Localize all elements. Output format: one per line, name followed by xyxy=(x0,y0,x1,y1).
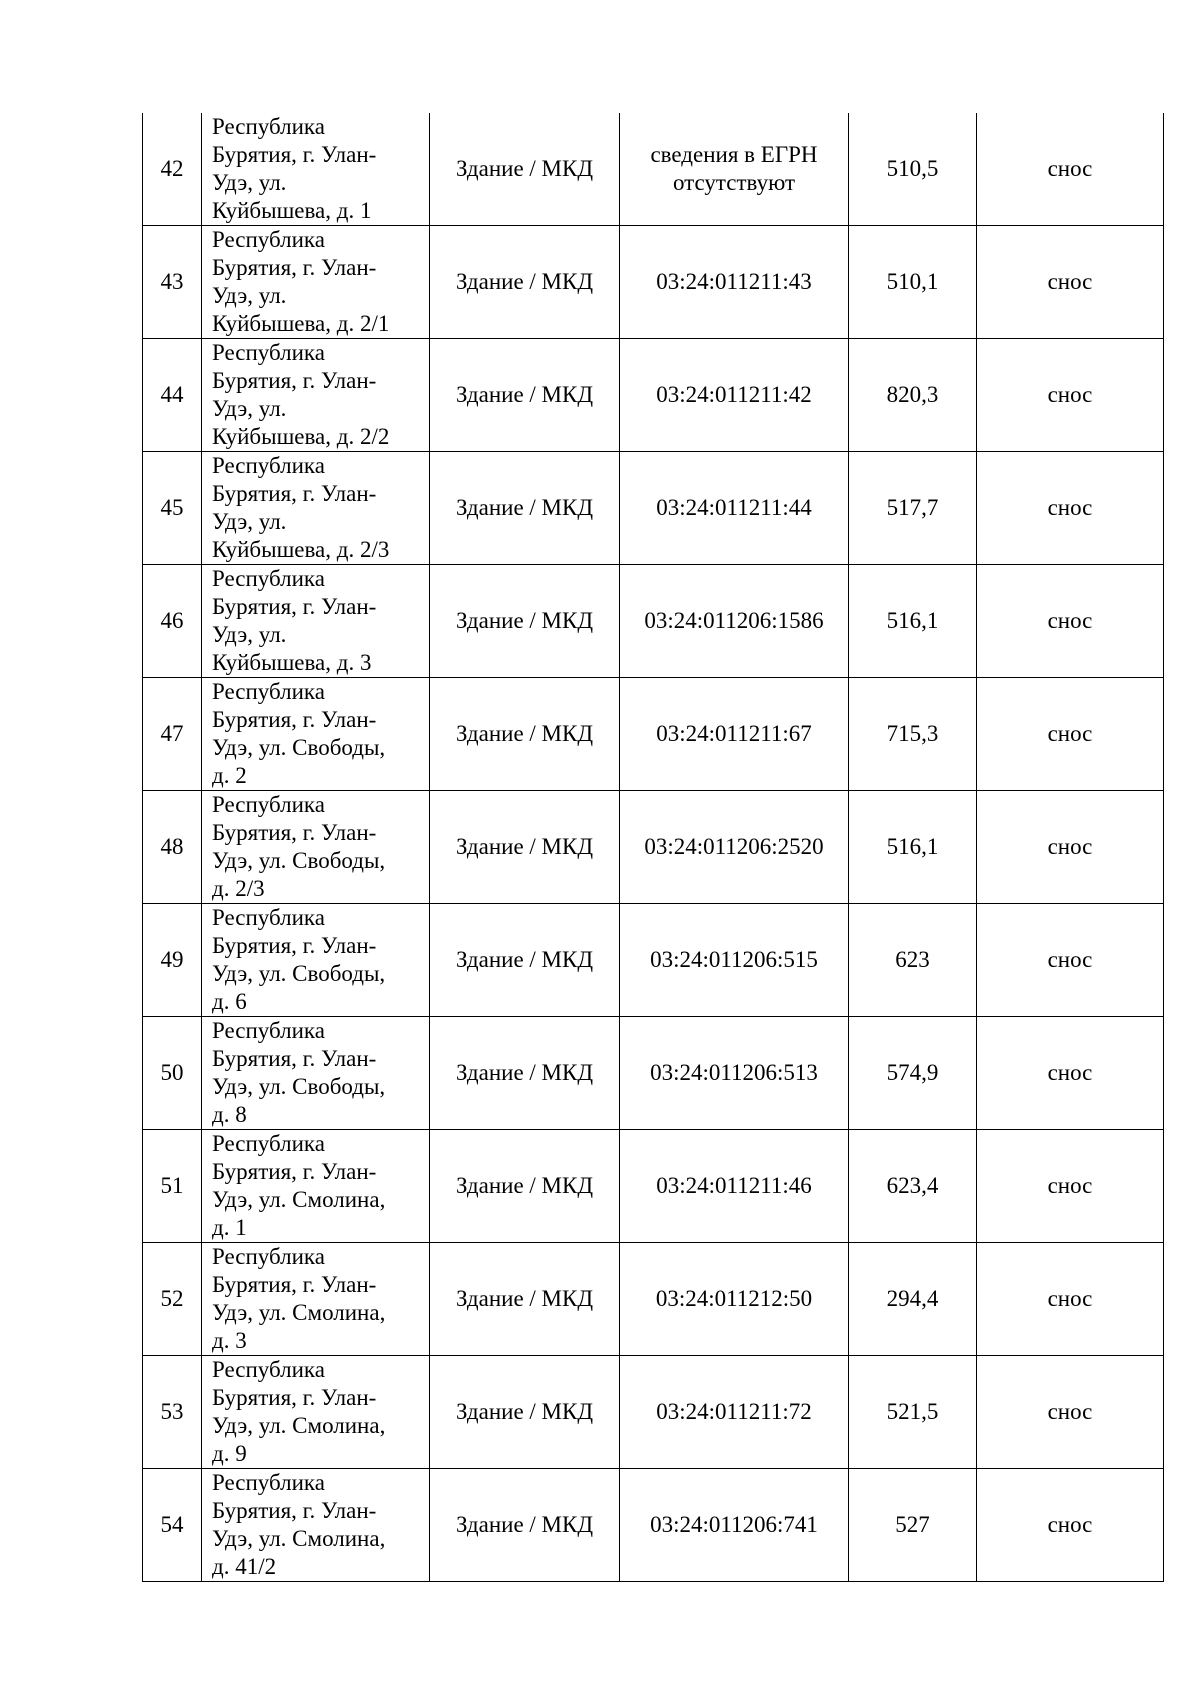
row-number-cell: 47 xyxy=(143,678,202,791)
address-cell: Республика Бурятия, г. Улан- Удэ, ул. Куйбышева, д. 2/2 xyxy=(202,339,430,452)
object-type-cell: Здание / МКД xyxy=(430,565,620,678)
area-cell: 516,1 xyxy=(849,565,977,678)
object-type-cell: Здание / МКД xyxy=(430,452,620,565)
address-cell: Республика Бурятия, г. Улан- Удэ, ул. Свободы, д. 8 xyxy=(202,1017,430,1130)
address-cell: Республика Бурятия, г. Улан- Удэ, ул. Свободы, д. 6 xyxy=(202,904,430,1017)
action-cell: снос xyxy=(977,904,1164,1017)
row-number-cell: 54 xyxy=(143,1469,202,1582)
row-number-cell: 42 xyxy=(143,113,202,226)
address-cell: Республика Бурятия, г. Улан- Удэ, ул. Куйбышева, д. 3 xyxy=(202,565,430,678)
action-cell: снос xyxy=(977,1243,1164,1356)
table-row xyxy=(143,904,1164,1017)
address-cell: Республика Бурятия, г. Улан- Удэ, ул. Смолина, д. 9 xyxy=(202,1356,430,1469)
table-row xyxy=(143,226,1164,339)
cadastral-number-cell: 03:24:011211:72 xyxy=(620,1356,849,1469)
area-cell: 527 xyxy=(849,1469,977,1582)
cadastral-number-cell: 03:24:011211:46 xyxy=(620,1130,849,1243)
row-number-cell: 52 xyxy=(143,1243,202,1356)
table-row xyxy=(143,1356,1164,1469)
area-cell: 623,4 xyxy=(849,1130,977,1243)
table-row xyxy=(143,1243,1164,1356)
object-type-cell: Здание / МКД xyxy=(430,1356,620,1469)
address-cell: Республика Бурятия, г. Улан- Удэ, ул. Смолина, д. 3 xyxy=(202,1243,430,1356)
object-type-cell: Здание / МКД xyxy=(430,1469,620,1582)
address-cell: Республика Бурятия, г. Улан- Удэ, ул. Куйбышева, д. 1 xyxy=(202,113,430,226)
cadastral-number-cell: 03:24:011211:43 xyxy=(620,226,849,339)
table-row xyxy=(143,339,1164,452)
row-number-cell: 53 xyxy=(143,1356,202,1469)
row-number-cell: 45 xyxy=(143,452,202,565)
table-row xyxy=(143,1469,1164,1582)
cadastral-number-cell: 03:24:011211:42 xyxy=(620,339,849,452)
table-row xyxy=(143,452,1164,565)
property-table xyxy=(142,113,1164,1582)
object-type-cell: Здание / МКД xyxy=(430,791,620,904)
action-cell: снос xyxy=(977,791,1164,904)
area-cell: 294,4 xyxy=(849,1243,977,1356)
area-cell: 517,7 xyxy=(849,452,977,565)
action-cell: снос xyxy=(977,452,1164,565)
object-type-cell: Здание / МКД xyxy=(430,1130,620,1243)
address-cell: Республика Бурятия, г. Улан- Удэ, ул. Смолина, д. 41/2 xyxy=(202,1469,430,1582)
object-type-cell: Здание / МКД xyxy=(430,1017,620,1130)
object-type-cell: Здание / МКД xyxy=(430,339,620,452)
cadastral-number-cell: 03:24:011211:44 xyxy=(620,452,849,565)
object-type-cell: Здание / МКД xyxy=(430,678,620,791)
row-number-cell: 50 xyxy=(143,1017,202,1130)
action-cell: снос xyxy=(977,1130,1164,1243)
action-cell: снос xyxy=(977,1469,1164,1582)
table-row xyxy=(143,1130,1164,1243)
table-row xyxy=(143,565,1164,678)
table-row xyxy=(143,1017,1164,1130)
object-type-cell: Здание / МКД xyxy=(430,1243,620,1356)
address-cell: Республика Бурятия, г. Улан- Удэ, ул. Куйбышева, д. 2/1 xyxy=(202,226,430,339)
action-cell: снос xyxy=(977,1017,1164,1130)
table-row xyxy=(143,791,1164,904)
row-number-cell: 43 xyxy=(143,226,202,339)
cadastral-number-cell: 03:24:011206:513 xyxy=(620,1017,849,1130)
area-cell: 510,5 xyxy=(849,113,977,226)
row-number-cell: 44 xyxy=(143,339,202,452)
row-number-cell: 46 xyxy=(143,565,202,678)
address-cell: Республика Бурятия, г. Улан- Удэ, ул. Свободы, д. 2/3 xyxy=(202,791,430,904)
cadastral-number-cell: 03:24:011212:50 xyxy=(620,1243,849,1356)
row-number-cell: 51 xyxy=(143,1130,202,1243)
row-number-cell: 48 xyxy=(143,791,202,904)
table-body xyxy=(143,113,1164,1582)
action-cell: снос xyxy=(977,678,1164,791)
cadastral-number-cell: сведения в ЕГРН отсутствуют xyxy=(620,113,849,226)
cadastral-number-cell: 03:24:011206:2520 xyxy=(620,791,849,904)
area-cell: 516,1 xyxy=(849,791,977,904)
row-number-cell: 49 xyxy=(143,904,202,1017)
area-cell: 820,3 xyxy=(849,339,977,452)
area-cell: 574,9 xyxy=(849,1017,977,1130)
area-cell: 715,3 xyxy=(849,678,977,791)
area-cell: 510,1 xyxy=(849,226,977,339)
action-cell: снос xyxy=(977,339,1164,452)
cadastral-number-cell: 03:24:011206:741 xyxy=(620,1469,849,1582)
action-cell: снос xyxy=(977,226,1164,339)
table-row xyxy=(143,113,1164,226)
action-cell: снос xyxy=(977,1356,1164,1469)
area-cell: 623 xyxy=(849,904,977,1017)
cadastral-number-cell: 03:24:011206:515 xyxy=(620,904,849,1017)
address-cell: Республика Бурятия, г. Улан- Удэ, ул. Свободы, д. 2 xyxy=(202,678,430,791)
object-type-cell: Здание / МКД xyxy=(430,113,620,226)
table-row xyxy=(143,678,1164,791)
action-cell: снос xyxy=(977,113,1164,226)
area-cell: 521,5 xyxy=(849,1356,977,1469)
cadastral-number-cell: 03:24:011206:1586 xyxy=(620,565,849,678)
address-cell: Республика Бурятия, г. Улан- Удэ, ул. Смолина, д. 1 xyxy=(202,1130,430,1243)
cadastral-number-cell: 03:24:011211:67 xyxy=(620,678,849,791)
action-cell: снос xyxy=(977,565,1164,678)
address-cell: Республика Бурятия, г. Улан- Удэ, ул. Куйбышева, д. 2/3 xyxy=(202,452,430,565)
object-type-cell: Здание / МКД xyxy=(430,226,620,339)
object-type-cell: Здание / МКД xyxy=(430,904,620,1017)
